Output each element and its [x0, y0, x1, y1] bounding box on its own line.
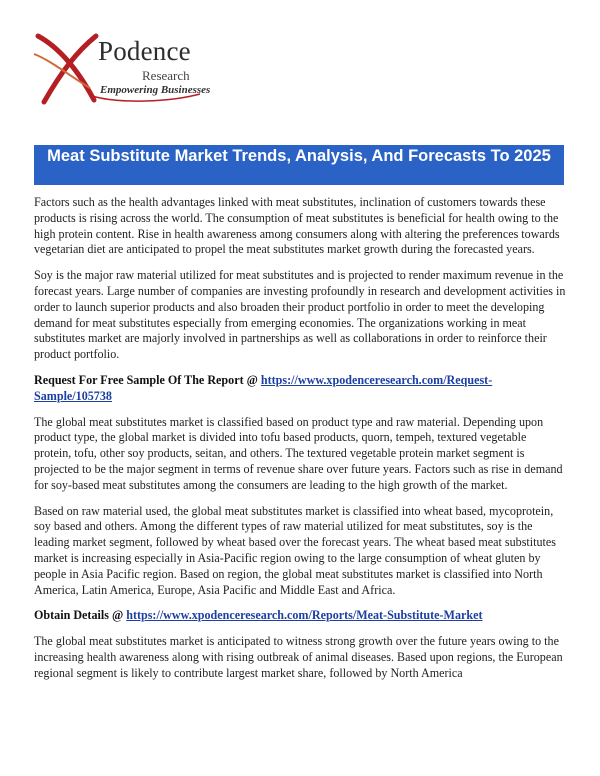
- paragraph-growth: The global meat substitutes market is anticipated to witness strong growth over the future years owing to the increasing health awareness along with rising outbreak of animal diseases. Based upon regions, the European regional segment is likely to contribute largest market share, followed by North America: [34, 634, 563, 680]
- request-sample-label: Request For Free Sample Of The Report @: [34, 372, 261, 387]
- obtain-details-line: [34, 608, 566, 624]
- obtain-details-link[interactable]: https://www.xpodenceresearch.com/Reports/Meat-Substitute-Market: [126, 608, 483, 623]
- paragraph-product-type: The global meat substitutes market is classified based on product type and raw material. Depending upon product type, the global market is divided into tofu based products, quorn, tempeh, textured vegetable protein, tofu, other soy products, seitan, and others. The textured vegetable protein market segment is projected to be the major segment in terms of revenue share over future years. Factors such as rise in demand for soy-based meat substitutes among the consumers are leading to the high growth of the market.: [34, 414, 563, 492]
- page-title: Meat Substitute Market Trends, Analysis, And Forecasts To 2025: [47, 147, 551, 165]
- request-sample-line: [34, 373, 566, 405]
- logo-name: Podence: [98, 36, 191, 66]
- logo: [30, 30, 230, 110]
- obtain-details-label: Obtain Details @: [34, 608, 127, 623]
- paragraph-intro: Factors such as the health advantages linked with meat substitutes, inclination of customers towards these products is rising across the world. The consumption of meat substitutes is beneficial for health owing to the high protein content. Rise in health awareness among consumers along with altering the preferences towards vegetarian diet are anticipated to propel the meat substitutes market growth during the forecasted years.: [34, 195, 560, 257]
- logo-tagline: Empowering Businesses: [100, 84, 211, 96]
- title-banner: [34, 145, 564, 185]
- document-body: [34, 195, 566, 692]
- logo-subtitle: Research: [142, 68, 190, 83]
- paragraph-soy: Soy is the major raw material utilized for meat substitutes and is projected to render maximum revenue in the forecast years. Large number of companies are investing profoundly in research and development activities in order to launch superior products and also broaden their product portfolio in order to meet the developing demand for meat substitutes especially from emerging economies. The organizations working in meat substitutes market are majorly involved in partnerships as well as collaborations in order to reinforce their product portfolio.: [34, 268, 566, 362]
- paragraph-raw-material: Based on raw material used, the global meat substitutes market is classified into wheat based, mycoprotein, soy based and others. Among the different types of raw material utilized for meat substitutes, soy is the leading market segment, followed by wheat based over the forecast years. The wheat based meat substitutes market is increasing especially in Asia-Pacific region owing to the large consumption of wheat gluten by people in Asia Pacific region. Based on region, the global meat substitutes market is classified into North America, Latin America, Europe, Asia Pacific and Middle East and Africa.: [34, 503, 556, 597]
- request-sample-link[interactable]: https://www.xpodenceresearch.com/Request-Sample/105738: [34, 372, 493, 403]
